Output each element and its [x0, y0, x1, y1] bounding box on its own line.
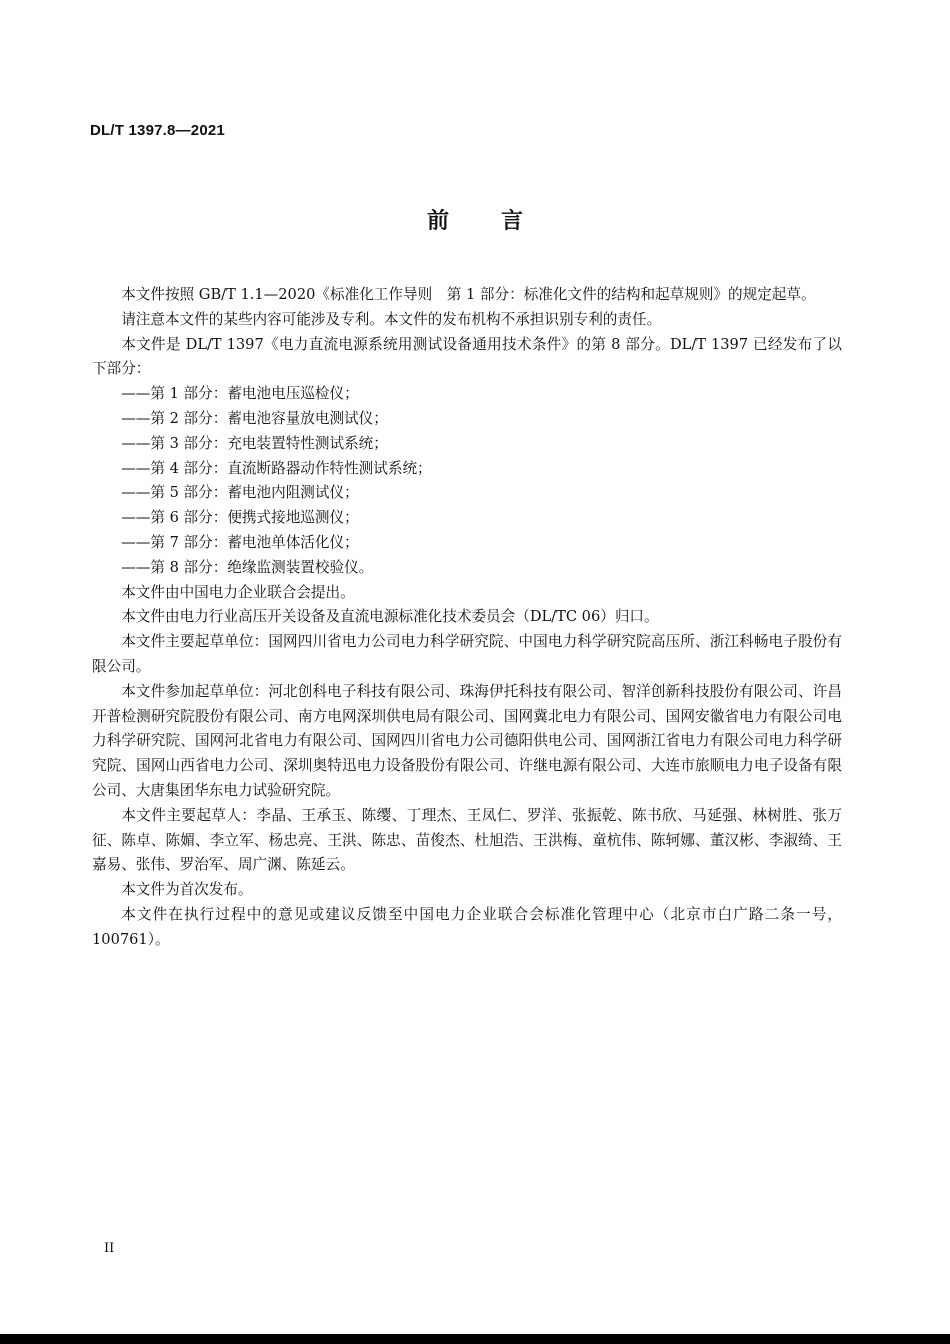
- paragraph-first-release: 本文件为首次发布。: [121, 881, 253, 899]
- paragraph-main-drafters-org: 本文件主要起草单位：国网四川省电力公司电力科学研究院、中国电力科学研究院高压所、浙江科畅电子股份有限公司。: [92, 633, 842, 675]
- paragraph-main-drafters: 本文件主要起草人：李晶、王承玉、陈缨、丁理杰、王凤仁、罗洋、张振乾、陈书欣、马延强、林树胜、张万征、陈卓、陈媚、李立军、杨忠亮、王洪、陈忠、苗俊杰、杜旭浩、王洪梅、童杭伟、陈轲娜、董汉彬、李淑绮、王嘉易、张伟、罗治军、周广渊、陈延云。: [92, 806, 842, 874]
- paragraph-series-intro: 本文件是 DL/T 1397《电力直流电源系统用测试设备通用技术条件》的第 8 部分。DL/T 1397 已经发布了以下部分：: [92, 335, 842, 378]
- part-list-item: ——第 7 部分：蓄电池单体活化仪；: [121, 533, 359, 551]
- part-list-item: ——第 4 部分：直流断路器动作特性测试系统；: [121, 459, 432, 477]
- foreword-body: [92, 283, 842, 953]
- paragraph-drafting-rules: 本文件按照 GB/T 1.1—2020《标准化工作导则 第 1 部分：标准化文件的结构和起草规则》的规定起草。: [121, 286, 816, 303]
- part-list-item: ——第 3 部分：充电装置特性测试系统；: [121, 434, 388, 452]
- paragraph-committee: 本文件由电力行业高压开关设备及直流电源标准化技术委员会（DL/TC 06）归口。: [121, 608, 659, 626]
- paragraph-patent-notice: 请注意本文件的某些内容可能涉及专利。本文件的发布机构不承担识别专利的责任。: [121, 310, 662, 328]
- part-list-item: ——第 5 部分：蓄电池内阻测试仪；: [121, 484, 359, 502]
- part-list-item: ——第 2 部分：蓄电池容量放电测试仪；: [121, 409, 388, 427]
- page-title: 前言: [426, 209, 575, 234]
- paragraph-participating-orgs: 本文件参加起草单位：河北创科电子科技有限公司、珠海伊托科技有限公司、智洋创新科技股份有限公司、许昌开普检测研究院股份有限公司、南方电网深圳供电局有限公司、国网冀北电力有限公司、国网安徽省电力有限公司电力科学研究院、国网河北省电力有限公司、国网四川省电力公司德阳供电公司、国网浙江省电力有限公司电力科学研究院、国网山西省电力公司、深圳奥特迅电力设备股份有限公司、许继电源有限公司、大连市旅顺电力电子设备有限公司、大唐集团华东电力试验研究院。: [92, 682, 842, 799]
- part-list-item: ——第 1 部分：蓄电池电压巡检仪；: [121, 385, 359, 403]
- paragraph-proposer: 本文件由中国电力企业联合会提出。: [121, 583, 355, 601]
- part-list-item: ——第 8 部分：绝缘监测装置校验仪。: [121, 558, 374, 576]
- bottom-border: [0, 1334, 950, 1344]
- paragraph-feedback: 本文件在执行过程中的意见或建议反馈至中国电力企业联合会标准化管理中心（北京市白广路二条一号，100761）。: [92, 905, 842, 948]
- page-number: II: [104, 1241, 115, 1256]
- part-list-item: ——第 6 部分：便携式接地巡测仪；: [121, 509, 359, 527]
- standard-number: DL/T 1397.8—2021: [90, 122, 225, 139]
